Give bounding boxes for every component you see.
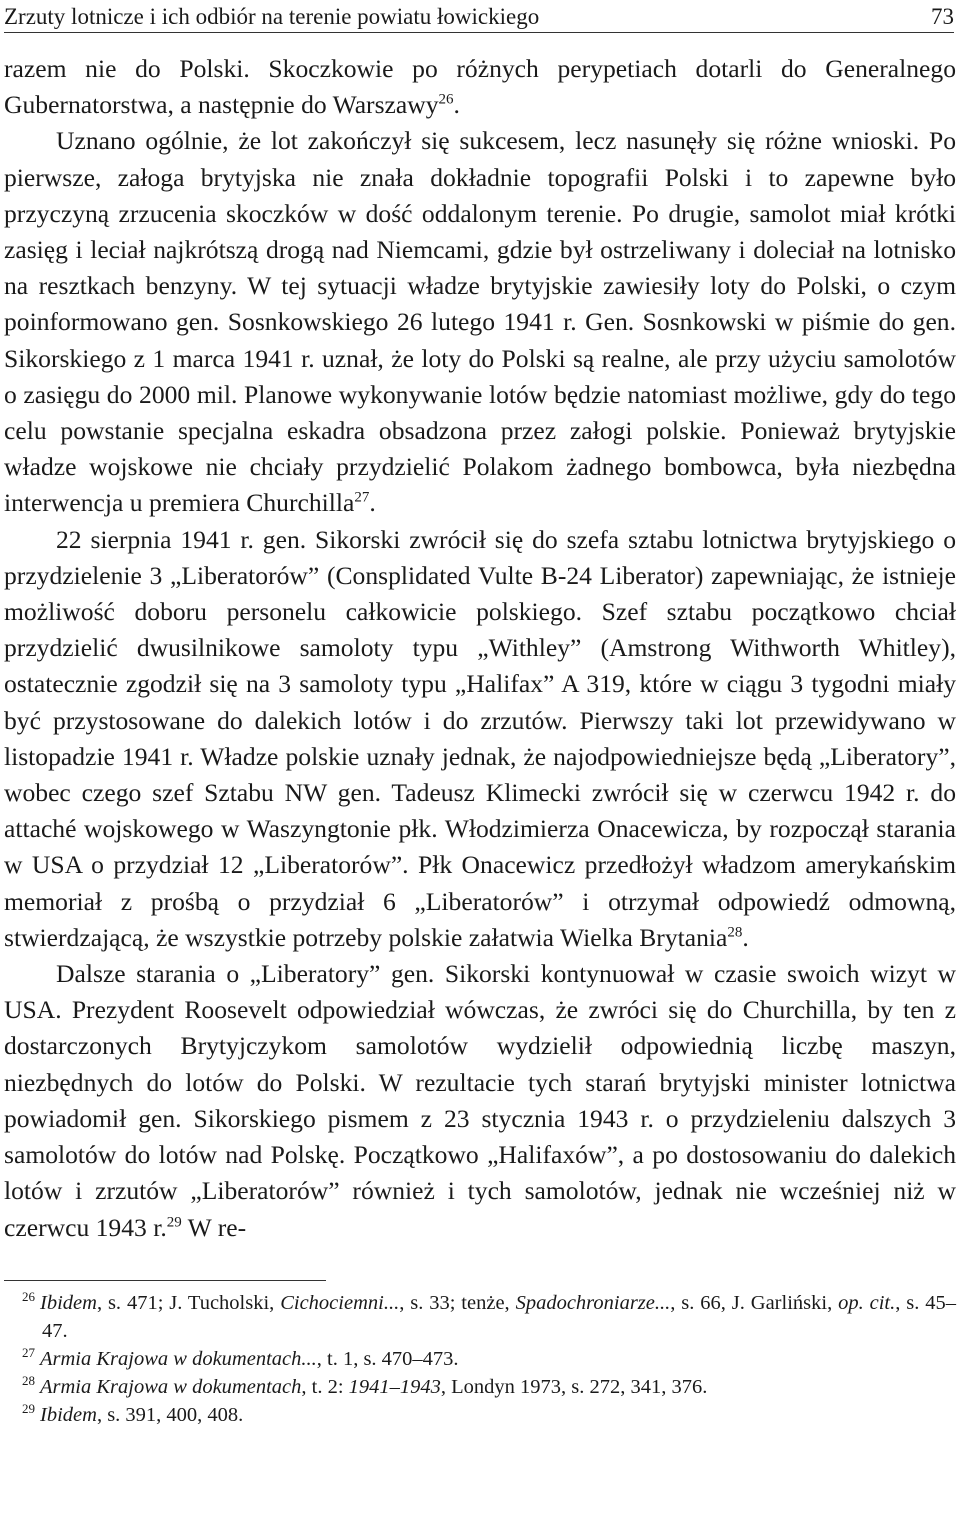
footnote-28: [4, 1373, 956, 1401]
paragraph-2: [4, 123, 956, 521]
paragraph-1-text: razem nie do Polski. Skoczkowie po różnych perypetiach dotarli do Generalnego Gubernatorstwa, a następnie do Warszawy: [4, 54, 956, 120]
footnote-29: [4, 1401, 956, 1429]
footnote-italic: Ibidem: [40, 1403, 97, 1426]
footnote-text: , s. 471; J. Tucholski,: [96, 1291, 281, 1314]
paragraph-1-end: .: [453, 90, 460, 120]
footnote-27: [4, 1345, 956, 1373]
paragraph-3: [4, 522, 956, 956]
footnote-italic: Cichociemni...: [280, 1291, 400, 1314]
footnote-text: , s. 45–47.: [42, 1291, 956, 1342]
running-header: [4, 0, 954, 33]
footnote-number: 28: [22, 1372, 35, 1388]
footnote-number: 27: [22, 1344, 35, 1360]
footnote-text: , s. 391, 400, 408.: [96, 1403, 244, 1426]
paragraph-2-end: .: [369, 488, 376, 518]
footnote-text: , s. 66, J. Garliński,: [670, 1291, 839, 1314]
footnote-italic: 1941–1943: [348, 1375, 441, 1398]
body-text: [4, 51, 956, 1246]
paragraph-4-text: Dalsze starania o „Liberatory” gen. Sikorski kontynuował w czasie swoich wizyt w USA. Prezydent Roosevelt odpowiedział wówczas, że zwróci się do Churchilla, by ten z dostarczonych Brytyjczykom samolotów wydzielił odpowiednią liczbę maszyn, niezbędnych do lotów do Polski. W rezultacie tych starań brytyjski minister lotnictwa powiadomił gen. Sikorskiego pismem z 23 stycznia 1943 r. o przydzieleniu dalszych 3 samolotów do lotów nad Polskę. Początkowo „Halifaxów”, a po dostosowaniu do dalekich lotów i zrzutów „Liberatorów” również i tych samolotów, jednak nie wcześniej niż w czerwcu 1943 r.: [4, 959, 956, 1242]
paragraph-2-text: Uznano ogólnie, że lot zakończył się sukcesem, lecz nasunęły się różne wnioski. Po pierwsze, załoga brytyjska nie znała dokładnie topografii Polski i to zapewne było przyczyną zrzucenia skoczków w dość oddalonym terenie. Po drugie, samolot miał krótki zasięg i leciał najkrótszą drogą nad Niemcami, gdzie był ostrzeliwany i doleciał na lotnisko na resztkach benzyny. W tej sytuacji władze brytyjskie zawiesiły loty do Polski, o czym poinformowano gen. Sosnkowskiego 26 lutego 1941 r. Gen. Sosnkowski w piśmie do gen. Sikorskiego z 1 marca 1941 r. uznał, że loty do Polski są realne, ale przy użyciu samolotów o zasięgu do 2000 mil. Planowe wykonywanie lotów będzie natomiast możliwe, gdy do tego celu powstanie specjalna eskadra obsadzona przez załogi polskie. Ponieważ brytyjskie władze wojskowe nie chciały przydzielić Polakom żadnego bombowca, była niezbędna interwencja u premiera Churchilla: [4, 126, 956, 518]
paragraph-3-text: 22 sierpnia 1941 r. gen. Sikorski zwrócił się do szefa sztabu lotnictwa brytyjskiego o przydzielenie 3 „Liberatorów” (Consplidated Vulte B-24 Liberator) zapewniając, że istnieje możliwość doboru personelu całkowicie polskiego. Szef sztabu początkowo chciał przydzielić dwusilnikowe samoloty typu „Withley” (Amstrong Withworth Whitley), ostatecznie zgodził się na 3 samoloty typu „Halifax” A 319, które w ciągu 3 tygodni miały być przystosowane do dalekich lotów i do zrzutów. Pierwszy taki lot przewidywano w listopadzie 1941 r. Władze polskie uznały jednak, że najodpowiedniejsze będą „Liberatory”, wobec czego szef Sztabu NW gen. Tadeusz Klimecki zwrócił się w czerwcu 1942 r. do attaché wojskowego w Waszyngtonie płk. Włodzimierza Onacewicza, by rozpoczął starania w USA o przydział 12 „Liberatorów”. Płk Onacewicz przedłożył władzom amerykańskim memoriał z prośbą o przydział 6 „Liberatorów” i otrzymał odpowiedź odmowną, stwierdzającą, że wszystkie potrzeby polskie załatwia Wielka Brytania: [4, 524, 956, 952]
paragraph-1: [4, 51, 956, 123]
footnote-text: , Londyn 1973, s. 272, 341, 376.: [440, 1375, 708, 1398]
footnote-text: , s. 33; tenże,: [399, 1291, 516, 1314]
footnote-italic: Ibidem: [40, 1291, 97, 1314]
running-title: Zrzuty lotnicze i ich odbiór na terenie powiatu łowickiego: [4, 4, 540, 29]
footnote-italic: op. cit.: [838, 1291, 896, 1314]
paragraph-3-end: .: [742, 922, 749, 952]
page-number: 73: [931, 4, 954, 29]
footnote-divider: [4, 1280, 326, 1281]
footnote-ref-28[interactable]: 28: [727, 924, 743, 941]
footnote-ref-26[interactable]: 26: [438, 91, 454, 108]
footnote-ref-27[interactable]: 27: [354, 489, 370, 506]
footnote-text: , t. 1, s. 470–473.: [316, 1347, 459, 1370]
footnote-italic: Spadochroniarze...: [515, 1291, 671, 1314]
footnote-number: 29: [22, 1400, 35, 1416]
footnotes: [4, 1289, 956, 1429]
footnote-italic: Armia Krajowa w dokumentach...: [40, 1347, 317, 1370]
footnote-26: [4, 1289, 956, 1345]
paragraph-4: [4, 956, 956, 1246]
paragraph-4-end: W re-: [181, 1212, 247, 1242]
footnote-text: , t. 2:: [301, 1375, 349, 1398]
footnote-ref-29[interactable]: 29: [166, 1213, 182, 1230]
footnote-number: 26: [22, 1288, 35, 1304]
footnote-italic: Armia Krajowa w dokumentach: [40, 1375, 302, 1398]
